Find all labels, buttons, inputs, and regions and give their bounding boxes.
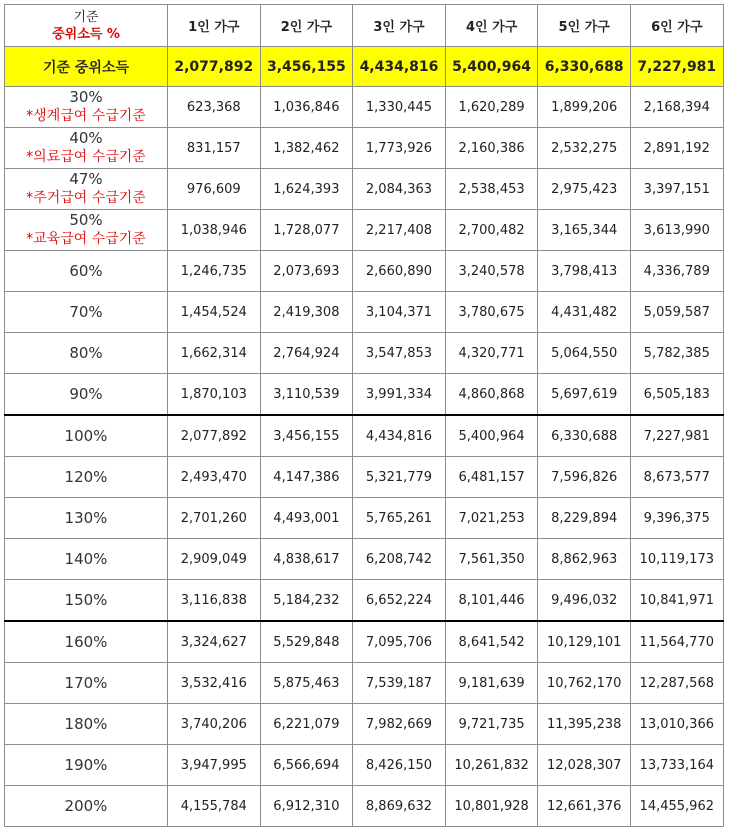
percent-label: 70% <box>69 302 103 321</box>
income-value-cell: 9,396,375 <box>630 498 723 539</box>
income-value-cell: 4,838,617 <box>260 539 353 580</box>
percent-cell <box>5 251 168 292</box>
table-row <box>5 210 724 251</box>
income-value-cell: 5,875,463 <box>260 663 353 704</box>
percent-label: 30% <box>69 88 103 106</box>
table-row <box>5 745 724 786</box>
income-value-cell: 2,975,423 <box>538 169 631 210</box>
income-value-cell: 1,662,314 <box>168 333 261 374</box>
income-value-cell: 1,036,846 <box>260 87 353 128</box>
percent-label: 200% <box>64 796 108 815</box>
income-value-cell: 4,336,789 <box>630 251 723 292</box>
income-value-cell: 7,982,669 <box>353 704 446 745</box>
income-value-cell: 9,721,735 <box>445 704 538 745</box>
income-value-cell: 2,700,482 <box>445 210 538 251</box>
percent-cell <box>5 210 168 251</box>
percent-cell <box>5 580 168 622</box>
table-row <box>5 786 724 827</box>
median-income-value: 7,227,981 <box>630 47 723 87</box>
income-value-cell: 4,434,816 <box>353 415 446 457</box>
income-value-cell: 4,431,482 <box>538 292 631 333</box>
income-value-cell: 7,561,350 <box>445 539 538 580</box>
income-value-cell: 8,426,150 <box>353 745 446 786</box>
percent-cell <box>5 621 168 663</box>
column-header-6-person: 6인 가구 <box>630 5 723 47</box>
income-value-cell: 8,641,542 <box>445 621 538 663</box>
income-value-cell: 8,673,577 <box>630 457 723 498</box>
income-value-cell: 6,652,224 <box>353 580 446 622</box>
income-value-cell: 5,059,587 <box>630 292 723 333</box>
income-value-cell: 831,157 <box>168 128 261 169</box>
income-value-cell: 14,455,962 <box>630 786 723 827</box>
income-value-cell: 2,160,386 <box>445 128 538 169</box>
income-value-cell: 2,701,260 <box>168 498 261 539</box>
income-value-cell: 6,330,688 <box>538 415 631 457</box>
table-row <box>5 457 724 498</box>
income-value-cell: 5,321,779 <box>353 457 446 498</box>
percent-cell <box>5 663 168 704</box>
column-header-3-person: 3인 가구 <box>353 5 446 47</box>
income-value-cell: 3,397,151 <box>630 169 723 210</box>
column-header-4-person: 4인 가구 <box>445 5 538 47</box>
percent-label: 100% <box>64 426 108 445</box>
percent-cell <box>5 374 168 416</box>
table-row <box>5 292 724 333</box>
income-value-cell: 4,155,784 <box>168 786 261 827</box>
income-value-cell: 7,596,826 <box>538 457 631 498</box>
percent-label: 160% <box>64 632 108 651</box>
benefit-criteria-note: *의료급여 수급기준 <box>26 149 146 165</box>
income-value-cell: 3,532,416 <box>168 663 261 704</box>
income-value-cell: 3,110,539 <box>260 374 353 416</box>
benefit-criteria-note: *주거급여 수급기준 <box>26 190 146 206</box>
income-value-cell: 5,064,550 <box>538 333 631 374</box>
median-income-value: 5,400,964 <box>445 47 538 87</box>
header-corner-cell <box>5 5 168 47</box>
percent-label: 180% <box>64 714 108 733</box>
income-value-cell: 7,227,981 <box>630 415 723 457</box>
income-value-cell: 11,395,238 <box>538 704 631 745</box>
percent-label: 60% <box>69 261 103 280</box>
income-value-cell: 3,456,155 <box>260 415 353 457</box>
income-value-cell: 1,246,735 <box>168 251 261 292</box>
income-value-cell: 1,773,926 <box>353 128 446 169</box>
table-row <box>5 704 724 745</box>
table-row <box>5 621 724 663</box>
income-value-cell: 3,991,334 <box>353 374 446 416</box>
median-income-label: 기준 중위소득 <box>5 47 168 87</box>
percent-label: 90% <box>69 384 103 403</box>
median-income-value: 2,077,892 <box>168 47 261 87</box>
income-value-cell: 9,496,032 <box>538 580 631 622</box>
income-value-cell: 3,104,371 <box>353 292 446 333</box>
table-row <box>5 128 724 169</box>
income-value-cell: 2,538,453 <box>445 169 538 210</box>
header-corner-bottom-label: 중위소득 % <box>52 26 120 42</box>
table-row <box>5 663 724 704</box>
income-value-cell: 2,419,308 <box>260 292 353 333</box>
income-value-cell: 623,368 <box>168 87 261 128</box>
table-row <box>5 333 724 374</box>
income-value-cell: 10,841,971 <box>630 580 723 622</box>
income-value-cell: 1,728,077 <box>260 210 353 251</box>
percent-cell <box>5 292 168 333</box>
income-value-cell: 6,221,079 <box>260 704 353 745</box>
percent-label: 47% <box>69 170 103 188</box>
income-value-cell: 2,660,890 <box>353 251 446 292</box>
table-row <box>5 539 724 580</box>
percent-cell <box>5 786 168 827</box>
percent-cell <box>5 498 168 539</box>
percent-label: 170% <box>64 673 108 692</box>
income-value-cell: 1,038,946 <box>168 210 261 251</box>
income-value-cell: 5,184,232 <box>260 580 353 622</box>
income-value-cell: 8,229,894 <box>538 498 631 539</box>
income-value-cell: 3,165,344 <box>538 210 631 251</box>
table-row <box>5 374 724 416</box>
income-value-cell: 2,168,394 <box>630 87 723 128</box>
table-row <box>5 415 724 457</box>
table-row <box>5 498 724 539</box>
percent-label: 190% <box>64 755 108 774</box>
income-value-cell: 10,762,170 <box>538 663 631 704</box>
percent-label: 80% <box>69 343 103 362</box>
income-value-cell: 8,101,446 <box>445 580 538 622</box>
income-value-cell: 12,028,307 <box>538 745 631 786</box>
income-value-cell: 1,624,393 <box>260 169 353 210</box>
income-value-cell: 11,564,770 <box>630 621 723 663</box>
income-value-cell: 10,119,173 <box>630 539 723 580</box>
income-value-cell: 2,493,470 <box>168 457 261 498</box>
income-value-cell: 7,021,253 <box>445 498 538 539</box>
header-corner-top-label: 기준 <box>73 9 99 25</box>
income-value-cell: 8,862,963 <box>538 539 631 580</box>
income-value-cell: 3,116,838 <box>168 580 261 622</box>
income-value-cell: 976,609 <box>168 169 261 210</box>
income-value-cell: 13,010,366 <box>630 704 723 745</box>
income-value-cell: 2,764,924 <box>260 333 353 374</box>
column-header-2-person: 2인 가구 <box>260 5 353 47</box>
percent-cell <box>5 333 168 374</box>
income-value-cell: 2,891,192 <box>630 128 723 169</box>
income-value-cell: 3,947,995 <box>168 745 261 786</box>
income-value-cell: 1,870,103 <box>168 374 261 416</box>
percent-cell <box>5 87 168 128</box>
income-value-cell: 12,287,568 <box>630 663 723 704</box>
income-value-cell: 2,077,892 <box>168 415 261 457</box>
income-value-cell: 10,129,101 <box>538 621 631 663</box>
income-value-cell: 2,084,363 <box>353 169 446 210</box>
income-value-cell: 13,733,164 <box>630 745 723 786</box>
income-value-cell: 10,261,832 <box>445 745 538 786</box>
percent-cell <box>5 745 168 786</box>
income-value-cell: 1,899,206 <box>538 87 631 128</box>
income-value-cell: 4,147,386 <box>260 457 353 498</box>
percent-cell <box>5 704 168 745</box>
income-value-cell: 3,547,853 <box>353 333 446 374</box>
table-row <box>5 251 724 292</box>
income-value-cell: 2,532,275 <box>538 128 631 169</box>
income-value-cell: 5,765,261 <box>353 498 446 539</box>
income-value-cell: 1,382,462 <box>260 128 353 169</box>
median-income-value: 6,330,688 <box>538 47 631 87</box>
income-value-cell: 4,860,868 <box>445 374 538 416</box>
percent-label: 120% <box>64 467 108 486</box>
income-value-cell: 6,208,742 <box>353 539 446 580</box>
median-income-value: 3,456,155 <box>260 47 353 87</box>
income-value-cell: 6,566,694 <box>260 745 353 786</box>
percent-cell <box>5 169 168 210</box>
percent-cell <box>5 539 168 580</box>
income-value-cell: 2,909,049 <box>168 539 261 580</box>
column-header-5-person: 5인 가구 <box>538 5 631 47</box>
table-row <box>5 169 724 210</box>
income-value-cell: 3,240,578 <box>445 251 538 292</box>
income-value-cell: 6,505,183 <box>630 374 723 416</box>
income-value-cell: 9,181,639 <box>445 663 538 704</box>
percent-cell <box>5 457 168 498</box>
income-value-cell: 1,330,445 <box>353 87 446 128</box>
income-value-cell: 7,095,706 <box>353 621 446 663</box>
column-header-1-person: 1인 가구 <box>168 5 261 47</box>
table-row <box>5 87 724 128</box>
percent-cell <box>5 128 168 169</box>
income-value-cell: 3,613,990 <box>630 210 723 251</box>
income-value-cell: 4,493,001 <box>260 498 353 539</box>
percent-label: 140% <box>64 549 108 568</box>
median-income-value: 4,434,816 <box>353 47 446 87</box>
income-value-cell: 1,620,289 <box>445 87 538 128</box>
benefit-criteria-note: *교육급여 수급기준 <box>26 231 146 247</box>
income-value-cell: 5,782,385 <box>630 333 723 374</box>
benefit-criteria-note: *생계급여 수급기준 <box>26 108 146 124</box>
income-value-cell: 3,324,627 <box>168 621 261 663</box>
income-value-cell: 3,740,206 <box>168 704 261 745</box>
income-value-cell: 5,529,848 <box>260 621 353 663</box>
income-value-cell: 12,661,376 <box>538 786 631 827</box>
income-value-cell: 6,481,157 <box>445 457 538 498</box>
income-value-cell: 10,801,928 <box>445 786 538 827</box>
income-value-cell: 3,780,675 <box>445 292 538 333</box>
income-value-cell: 6,912,310 <box>260 786 353 827</box>
percent-label: 50% <box>69 211 103 229</box>
median-income-row <box>5 47 724 87</box>
income-value-cell: 3,798,413 <box>538 251 631 292</box>
percent-label: 130% <box>64 508 108 527</box>
income-value-cell: 1,454,524 <box>168 292 261 333</box>
income-value-cell: 8,869,632 <box>353 786 446 827</box>
table-row <box>5 580 724 622</box>
income-value-cell: 2,217,408 <box>353 210 446 251</box>
income-value-cell: 5,400,964 <box>445 415 538 457</box>
header-row <box>5 5 724 47</box>
percent-cell <box>5 415 168 457</box>
income-value-cell: 2,073,693 <box>260 251 353 292</box>
median-income-table <box>4 4 724 827</box>
income-value-cell: 7,539,187 <box>353 663 446 704</box>
percent-label: 40% <box>69 129 103 147</box>
income-value-cell: 5,697,619 <box>538 374 631 416</box>
percent-label: 150% <box>64 590 108 609</box>
income-value-cell: 4,320,771 <box>445 333 538 374</box>
